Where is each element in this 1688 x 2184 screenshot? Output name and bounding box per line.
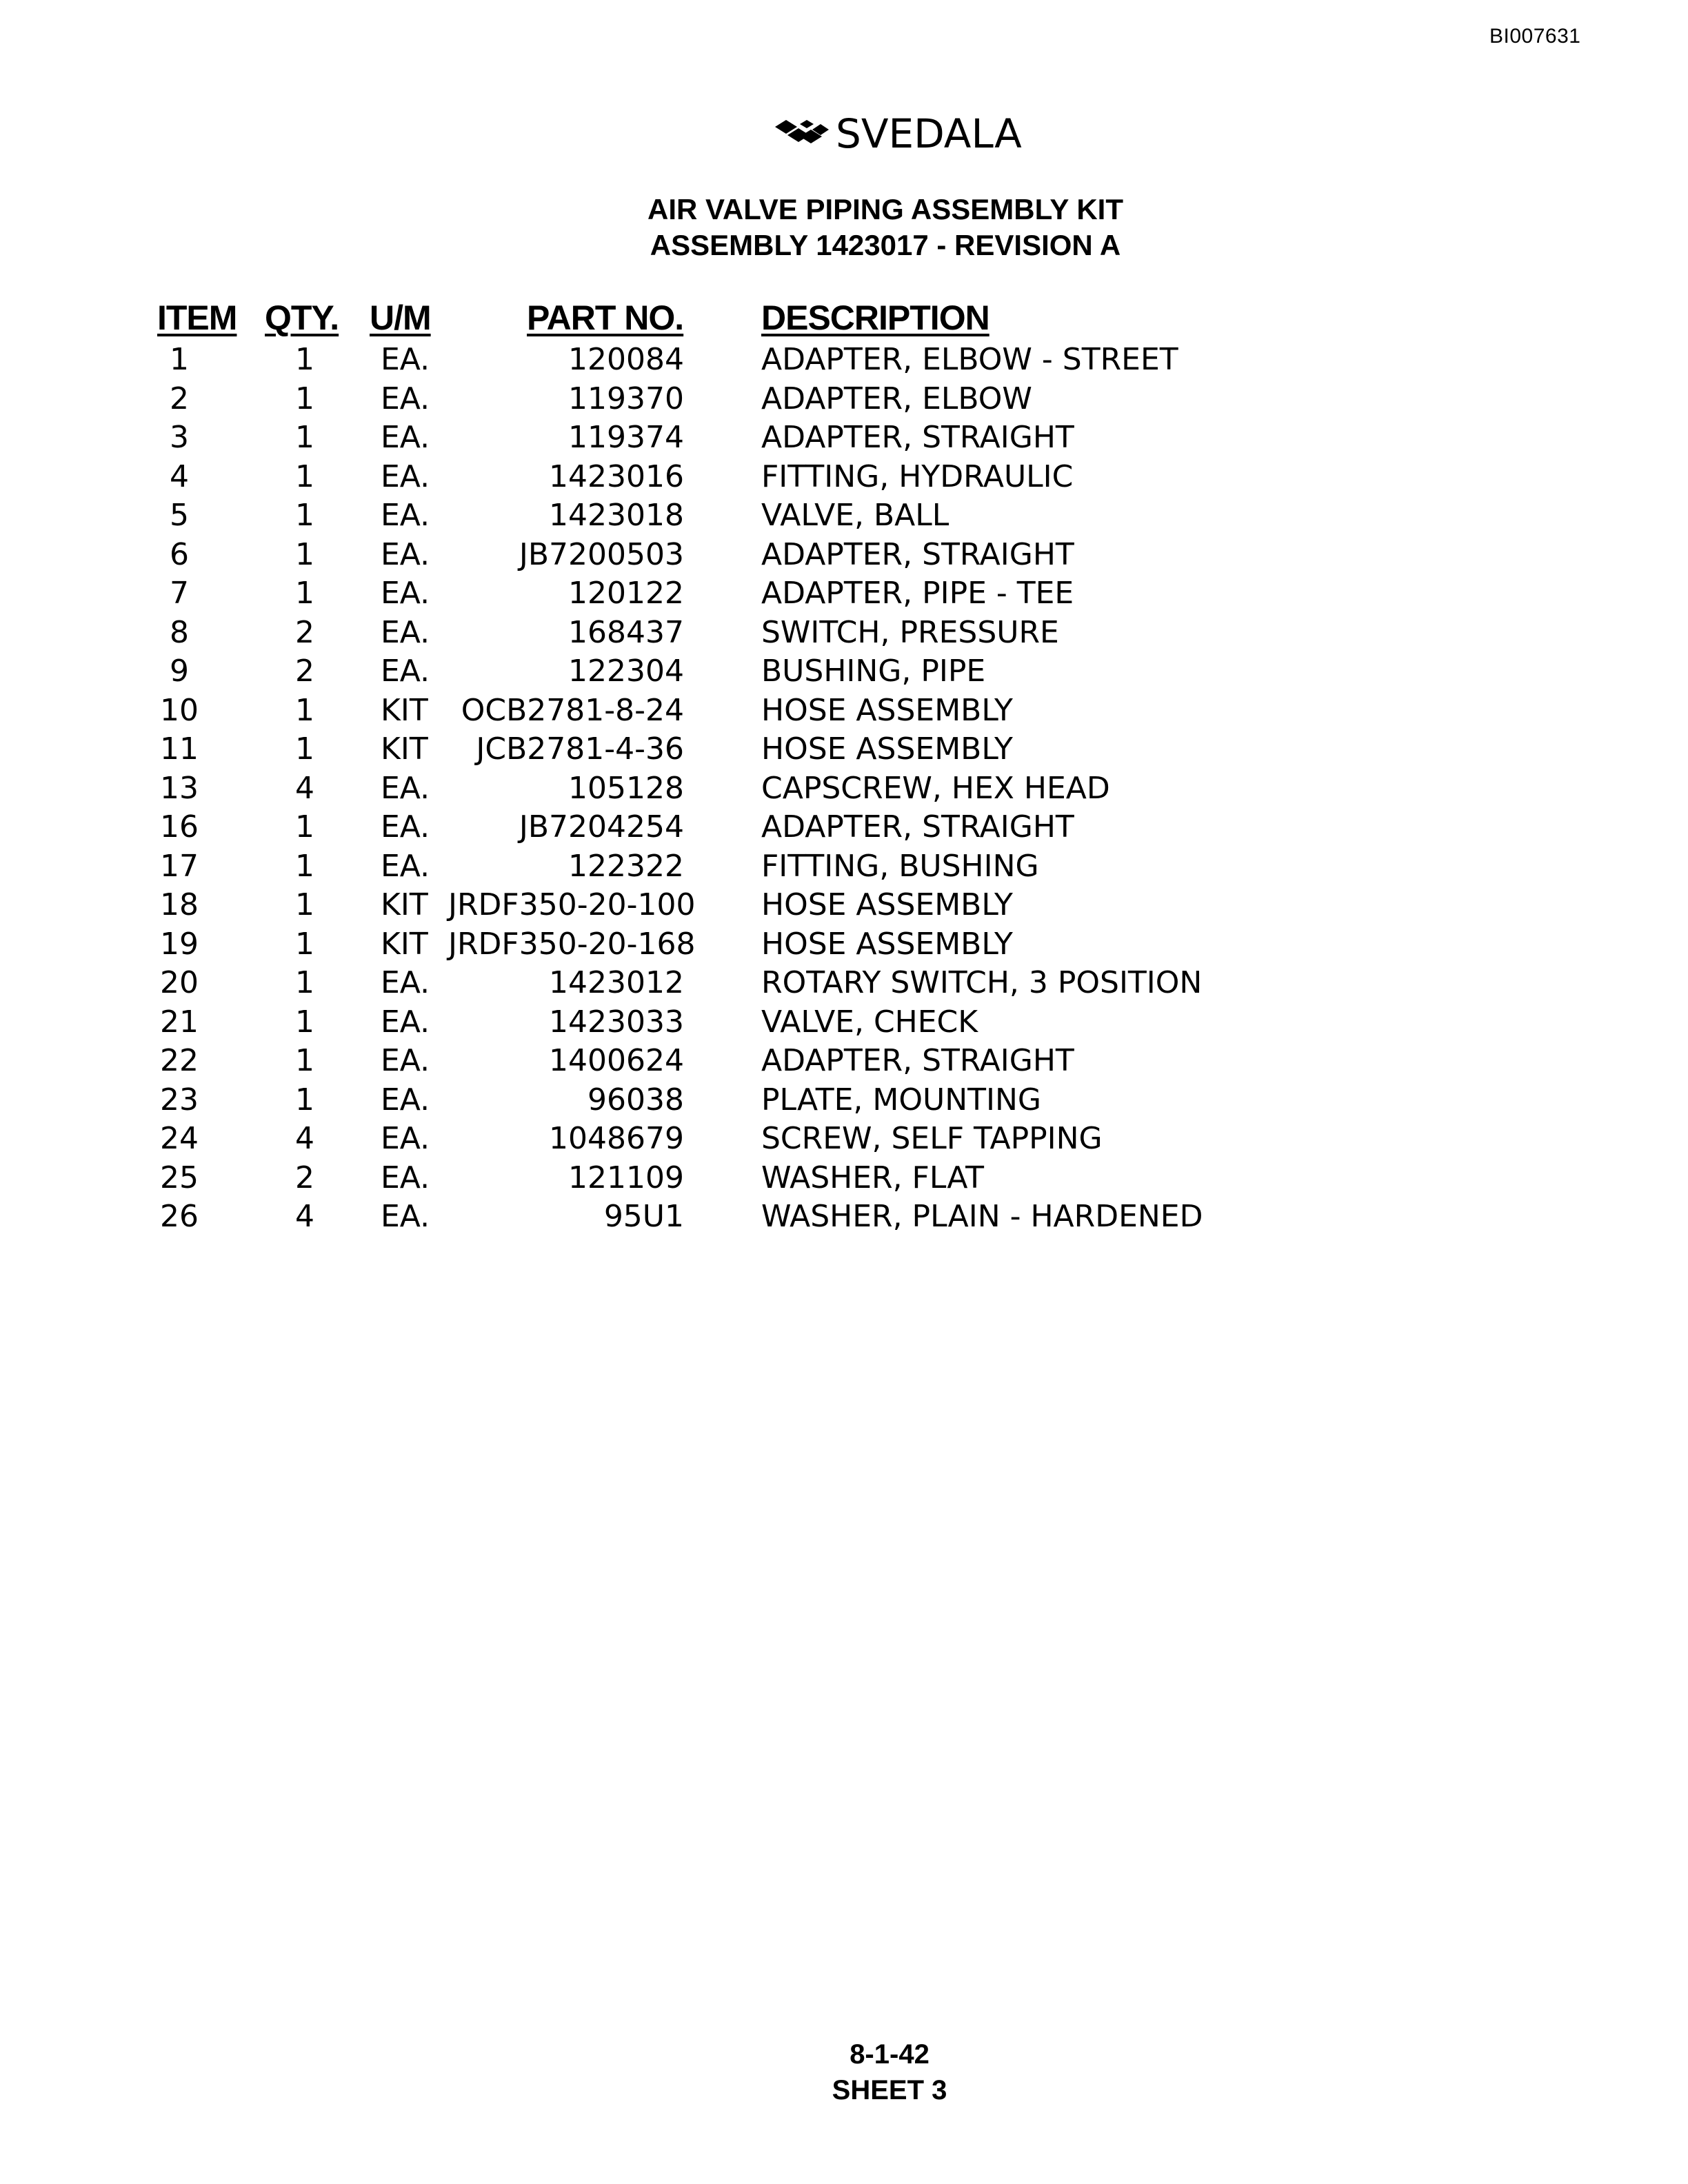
qty-cell: 4 [295, 770, 314, 806]
um-cell: EA. [381, 1043, 430, 1078]
qty-cell: 1 [295, 1043, 314, 1078]
description-cell: ADAPTER, STRAIGHT [761, 420, 1074, 455]
part-number-cell: JB7204254 [519, 809, 684, 845]
qty-cell: 1 [295, 458, 314, 494]
description-cell: ROTARY SWITCH, 3 POSITION [761, 965, 1203, 1000]
qty-cell: 1 [295, 848, 314, 884]
item-cell: 6 [170, 536, 189, 572]
table-row [0, 1159, 1688, 1197]
item-cell: 22 [160, 1043, 199, 1078]
part-number-cell: 1048679 [549, 1121, 684, 1156]
um-cell: EA. [381, 1082, 430, 1118]
part-number-cell: 1423016 [549, 458, 684, 494]
um-cell: EA. [381, 654, 430, 689]
item-cell: 5 [170, 498, 189, 533]
table-row [0, 1003, 1688, 1042]
item-cell: 4 [170, 458, 189, 494]
table-row [0, 418, 1688, 457]
item-cell: 2 [170, 381, 189, 416]
qty-cell: 1 [295, 1004, 314, 1040]
item-cell: 11 [160, 731, 199, 767]
table-row [0, 652, 1688, 691]
table-row [0, 458, 1688, 496]
item-cell: 10 [160, 692, 199, 728]
qty-cell: 2 [295, 1160, 314, 1195]
sheet-number: SHEET 3 [832, 2075, 947, 2105]
svedala-logo-icon [772, 114, 830, 153]
qty-cell: 1 [295, 1082, 314, 1118]
part-number-cell: 1423033 [549, 1004, 684, 1040]
um-cell: EA. [381, 381, 430, 416]
item-cell: 13 [160, 770, 199, 806]
part-number-cell: JRDF350-20-100 [448, 887, 696, 922]
qty-cell: 1 [295, 692, 314, 728]
part-number-cell: 120084 [568, 342, 684, 377]
table-row [0, 886, 1688, 924]
qty-cell: 1 [295, 965, 314, 1000]
um-cell: EA. [381, 1199, 430, 1234]
description-cell: ADAPTER, ELBOW - STREET [761, 342, 1178, 377]
table-row [0, 1042, 1688, 1080]
description-cell: VALVE, BALL [761, 498, 950, 533]
table-row [0, 730, 1688, 769]
description-cell: HOSE ASSEMBLY [761, 887, 1013, 922]
column-header-description: DESCRIPTION [761, 299, 989, 337]
document-id: BI007631 [1489, 25, 1581, 48]
table-row [0, 847, 1688, 886]
table-row [0, 536, 1688, 574]
qty-cell: 1 [295, 420, 314, 455]
company-logo [772, 110, 1022, 157]
um-cell: KIT [381, 731, 428, 767]
document-subtitle: ASSEMBLY 1423017 - REVISION A [650, 229, 1121, 261]
qty-cell: 1 [295, 536, 314, 572]
part-number-cell: 168437 [568, 614, 684, 650]
qty-cell: 1 [295, 498, 314, 533]
part-number-cell: 119374 [568, 420, 684, 455]
item-cell: 24 [160, 1121, 199, 1156]
column-header-item: ITEM [157, 299, 237, 337]
um-cell: KIT [381, 926, 428, 962]
item-cell: 25 [160, 1160, 199, 1195]
um-cell: EA. [381, 809, 430, 845]
um-cell: EA. [381, 614, 430, 650]
part-number-cell: 121109 [568, 1160, 684, 1195]
table-row [0, 964, 1688, 1002]
um-cell: KIT [381, 692, 428, 728]
qty-cell: 1 [295, 381, 314, 416]
um-cell: EA. [381, 498, 430, 533]
description-cell: ADAPTER, PIPE - TEE [761, 576, 1074, 611]
item-cell: 17 [160, 848, 199, 884]
qty-cell: 1 [295, 342, 314, 377]
description-cell: FITTING, BUSHING [761, 848, 1039, 884]
table-row [0, 1120, 1688, 1158]
item-cell: 8 [170, 614, 189, 650]
logo-text: SVEDALA [836, 110, 1022, 157]
part-number-cell: OCB2781-8-24 [461, 692, 684, 728]
item-cell: 3 [170, 420, 189, 455]
part-number-cell: JB7200503 [519, 536, 684, 572]
table-row [0, 691, 1688, 730]
um-cell: EA. [381, 1004, 430, 1040]
description-cell: HOSE ASSEMBLY [761, 731, 1013, 767]
item-cell: 16 [160, 809, 199, 845]
document-title: AIR VALVE PIPING ASSEMBLY KIT [647, 193, 1123, 225]
item-cell: 9 [170, 654, 189, 689]
part-number-cell: 96038 [587, 1082, 684, 1118]
part-number-cell: 1400624 [549, 1043, 684, 1078]
table-row [0, 614, 1688, 652]
column-header-qty: QTY. [265, 299, 339, 337]
qty-cell: 1 [295, 576, 314, 611]
part-number-cell: 95U1 [603, 1199, 684, 1234]
um-cell: EA. [381, 536, 430, 572]
table-row [0, 380, 1688, 418]
qty-cell: 4 [295, 1199, 314, 1234]
qty-cell: 1 [295, 731, 314, 767]
part-number-cell: JRDF350-20-168 [448, 926, 696, 962]
table-row [0, 769, 1688, 808]
description-cell: WASHER, PLAIN - HARDENED [761, 1199, 1203, 1234]
page-number: 8-1-42 [850, 2039, 930, 2070]
um-cell: KIT [381, 887, 428, 922]
description-cell: ADAPTER, ELBOW [761, 381, 1032, 416]
qty-cell: 4 [295, 1121, 314, 1156]
part-number-cell: 122322 [568, 848, 684, 884]
item-cell: 7 [170, 576, 189, 611]
item-cell: 18 [160, 887, 199, 922]
description-cell: WASHER, FLAT [761, 1160, 984, 1195]
description-cell: HOSE ASSEMBLY [761, 926, 1013, 962]
description-cell: CAPSCREW, HEX HEAD [761, 770, 1110, 806]
um-cell: EA. [381, 420, 430, 455]
part-number-cell: 120122 [568, 576, 684, 611]
description-cell: ADAPTER, STRAIGHT [761, 1043, 1074, 1078]
part-number-cell: 119370 [568, 381, 684, 416]
qty-cell: 1 [295, 926, 314, 962]
item-cell: 26 [160, 1199, 199, 1234]
table-row [0, 1081, 1688, 1120]
table-row [0, 574, 1688, 613]
description-cell: VALVE, CHECK [761, 1004, 978, 1040]
um-cell: EA. [381, 342, 430, 377]
column-header-part-no: PART NO. [527, 299, 684, 337]
um-cell: EA. [381, 576, 430, 611]
um-cell: EA. [381, 1160, 430, 1195]
description-cell: FITTING, HYDRAULIC [761, 458, 1074, 494]
column-header-um: U/M [370, 299, 431, 337]
qty-cell: 1 [295, 809, 314, 845]
description-cell: SCREW, SELF TAPPING [761, 1121, 1103, 1156]
part-number-cell: 105128 [568, 770, 684, 806]
um-cell: EA. [381, 1121, 430, 1156]
item-cell: 23 [160, 1082, 199, 1118]
table-row [0, 496, 1688, 535]
um-cell: EA. [381, 965, 430, 1000]
table-row [0, 808, 1688, 847]
description-cell: ADAPTER, STRAIGHT [761, 809, 1074, 845]
part-number-cell: 1423012 [549, 965, 684, 1000]
table-row [0, 925, 1688, 964]
item-cell: 19 [160, 926, 199, 962]
table-row [0, 1197, 1688, 1236]
description-cell: PLATE, MOUNTING [761, 1082, 1041, 1118]
part-number-cell: 1423018 [549, 498, 684, 533]
part-number-cell: JCB2781-4-36 [476, 731, 684, 767]
part-number-cell: 122304 [568, 654, 684, 689]
item-cell: 21 [160, 1004, 199, 1040]
qty-cell: 2 [295, 654, 314, 689]
item-cell: 1 [170, 342, 189, 377]
description-cell: BUSHING, PIPE [761, 654, 986, 689]
table-row [0, 341, 1688, 379]
um-cell: EA. [381, 770, 430, 806]
description-cell: SWITCH, PRESSURE [761, 614, 1059, 650]
um-cell: EA. [381, 458, 430, 494]
item-cell: 20 [160, 965, 199, 1000]
qty-cell: 2 [295, 614, 314, 650]
qty-cell: 1 [295, 887, 314, 922]
um-cell: EA. [381, 848, 430, 884]
description-cell: HOSE ASSEMBLY [761, 692, 1013, 728]
description-cell: ADAPTER, STRAIGHT [761, 536, 1074, 572]
